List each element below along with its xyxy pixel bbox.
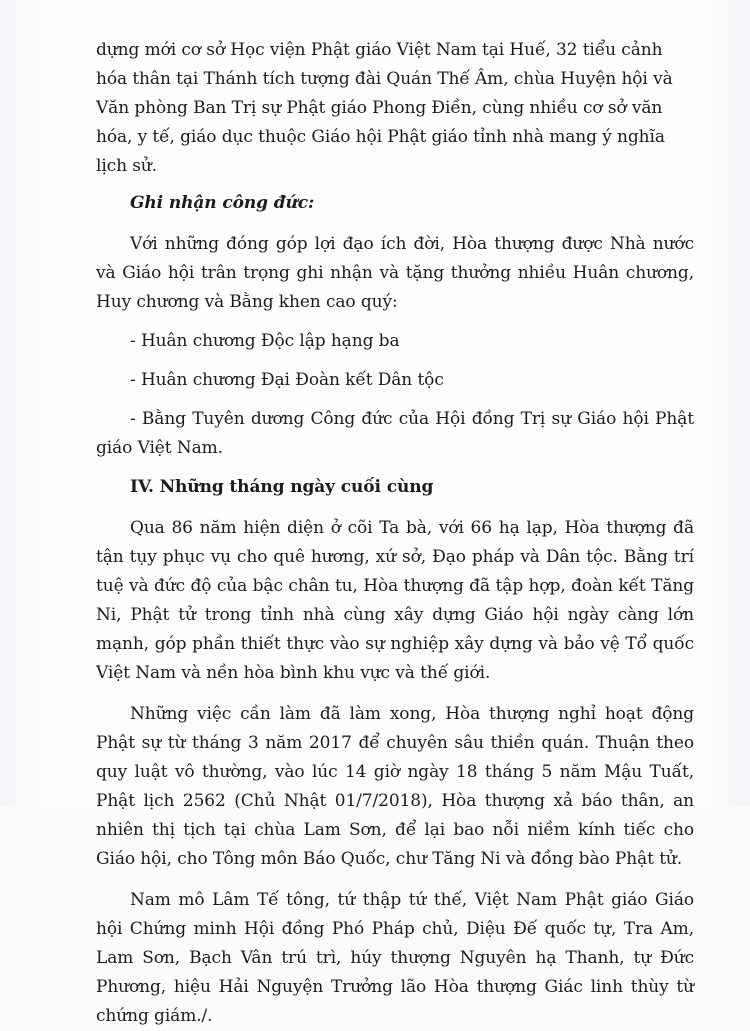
text-column xyxy=(96,36,694,1031)
recognition-paragraph: Với những đóng góp lợi đạo ích đời, Hòa thượng được Nhà nước và Giáo hội trân trọng ghi nhận và tặng thưởng nhiều Huân chương, Huy chương và Bằng khen cao quý: xyxy=(96,234,694,312)
paragraph-1: Qua 86 năm hiện diện ở cõi Ta bà, với 66 hạ lạp, Hòa thượng đã tận tụy phục vụ cho quê hương, xứ sở, Đạo pháp và Dân tộc. Bằng trí tuệ và đức độ của bậc chân tu, Hòa thượng đã tập hợp, đoàn kết Tăng Ni, Phật tử trong tỉnh nhà cùng xây dựng Giáo hội ngày càng lớn mạnh, góp phần thiết thực vào sự nghiệp xây dựng và bảo vệ Tổ quốc Việt Nam và nền hòa bình khu vực và thế giới. xyxy=(96,518,694,683)
paragraph-2: Những việc cần làm đã làm xong, Hòa thượng nghỉ hoạt động Phật sự từ tháng 3 năm 2017 để chuyên sâu thiền quán. Thuận theo quy luật vô thường, vào lúc 14 giờ ngày 18 tháng 5 năm Mậu Tuất, Phật lịch 2562 (Chủ Nhật 01/7/2018), Hòa thượng xả báo thân, an nhiên thị tịch tại chùa Lam Sơn, để lại bao nỗi niềm kính tiếc cho Giáo hội, cho Tông môn Báo Quốc, chư Tăng Ni và đồng bào Phật tử. xyxy=(96,704,694,869)
award-item: - Bằng Tuyên dương Công đức của Hội đồng Trị sự Giáo hội Phật giáo Việt Nam. xyxy=(96,409,694,458)
intro-paragraph: dựng mới cơ sở Học viện Phật giáo Việt Nam tại Huế, 32 tiểu cảnh hóa thân tại Thánh tích tượng đài Quán Thế Âm, chùa Huyện hội và Văn phòng Ban Trị sự Phật giáo Phong Điền, cùng nhiều cơ sở văn hóa, y tế, giáo dục thuộc Giáo hội Phật giáo tỉnh nhà mang ý nghĩa lịch sử. xyxy=(96,40,673,176)
paragraph-3: Nam mô Lâm Tế tông, tứ thập tứ thế, Việt Nam Phật giáo Giáo hội Chứng minh Hội đồng Phó Pháp chủ, Diệu Đế quốc tự, Tra Am, Lam Sơn, Bạch Vân trú trì, húy thượng Nguyên hạ Thanh, tự Đức Phương, hiệu Hải Nguyện Trưởng lão Hòa thượng Giác linh thùy từ chứng giám./. xyxy=(96,890,694,1026)
award-item: - Huân chương Độc lập hạng ba xyxy=(130,331,400,351)
section-heading: IV. Những tháng ngày cuối cùng xyxy=(130,477,434,497)
recognition-heading: Ghi nhận công đức: xyxy=(130,193,315,213)
award-item: - Huân chương Đại Đoàn kết Dân tộc xyxy=(130,370,444,390)
